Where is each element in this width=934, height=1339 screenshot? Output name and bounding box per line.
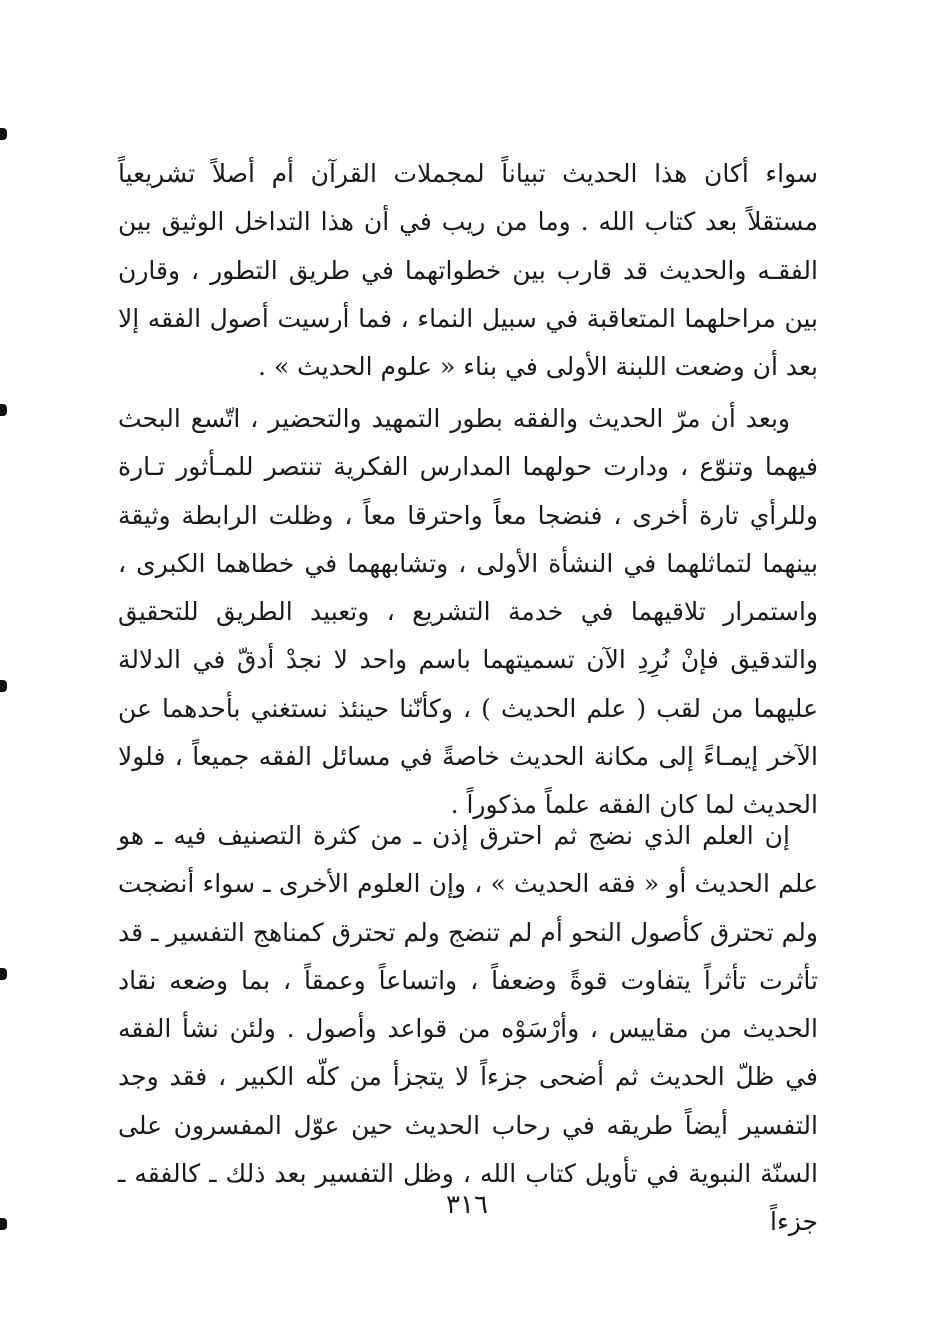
paragraph-3 xyxy=(118,812,818,1247)
paragraph-text: إن العلم الذي نضج ثم احترق إذن ـ من كثرة التصنيف فيه ـ هو علم الحديث أو « فقه الحديث » ، وإن العلوم الأخرى ـ سواء أنضجت ولم تحترق كأصول النحو أم لم تنضج ولم تحترق كمناهج التفسير ـ قد تأثرت تأثراً يتفاوت قوةً وضعفاً ، واتساعاً وعمقاً ، بما وضعه نقاد الحديث من مقاييس ، وأرْسَوْه من قواعد وأصول . ولئن نشأ الفقه في ظلّ الحديث ثم أضحى جزءاً لا يتجزأ من كلّه الكبير ، فقد وجد التفسير أيضاً طريقه في رحاب الحديث حين عوّل المفسرون على السنّة النبوية في تأويل كتاب الله ، وظل التفسير بعد ذلك ـ كالفقه ـ جزءاً xyxy=(118,821,818,1237)
binding-mark xyxy=(0,968,7,980)
binding-mark xyxy=(0,128,7,140)
paragraph-text: وبعد أن مرّ الحديث والفقه بطور التمهيد والتحضير ، اتّسع البحث فيهما وتنوّع ، ودارت حولهما المدارس الفكرية تنتصر للمـأثور تـارة وللرأي تارة أخرى ، فنضجا معاً واحترقا معاً ، وظلت الرابطة وثيقة بينهما لتماثلهما في النشأة الأولى ، وتشابههما في خطاهما الكبرى ، واستمرار تلاقيهما في خدمة التشريع ، وتعبيد الطريق للتحقيق والتدقيق فإنْ نُرِدِ الآن تسميتهما باسم واحد لا نجدْ أدقّ في الدلالة عليهما من لقب ( علم الحديث ) ، وكأنّنا حينئذ نستغني بأحدهما عن الآخر إيمـاءً إلى مكانة الحديث خاصةً في مسائل الفقه جميعاً ، فلولا الحديث لما كان الفقه علماً مذكوراً . xyxy=(118,404,818,820)
paragraph-text: سواء أكان هذا الحديث تبياناً لمجملات القرآن أم أصلاً تشريعياً مستقلاً بعد كتاب الله . وما من ريب في أن هذا التداخل الوثيق بين الفقـه والحديث قد قارب بين خطواتهما في طريق التطور ، وقارن بين مراحلهما المتعاقبة في سبيل النماء ، فما أرسيت أصول الفقه إلا بعد أن وضعت اللبنة الأولى في بناء « علوم الحديث » . xyxy=(118,159,818,382)
paragraph-2 xyxy=(118,395,818,830)
binding-mark xyxy=(0,680,7,692)
paragraph-1 xyxy=(118,150,818,391)
page-number: ٣١٦ xyxy=(446,1190,488,1220)
binding-mark xyxy=(0,404,7,416)
